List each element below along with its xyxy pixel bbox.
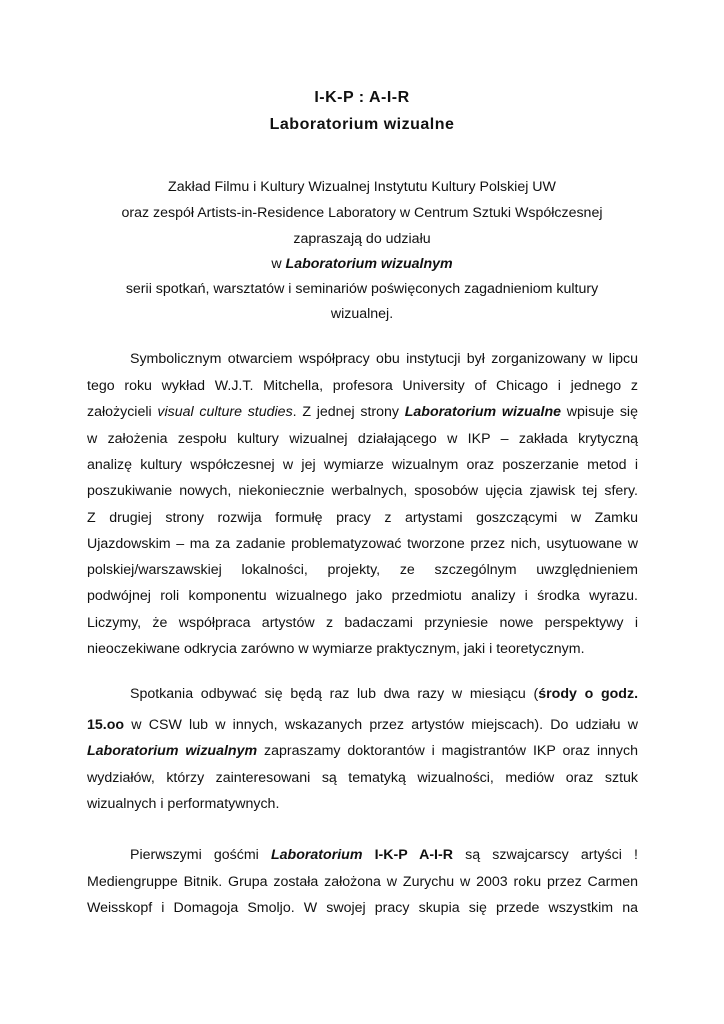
intro-line: oraz zespół Artists-in-Residence Laboratory w Centrum Sztuki Współczesnej [121,205,603,221]
bold-date: środy o godz. [538,686,639,702]
text-span: są szwajcarscy artyści ! [452,847,638,863]
paragraph2-line: wydziałów, którzy zainteresowani są tematyką wizualności, mediów oraz sztuk [87,770,638,786]
bold-time: 15.oo [87,717,125,733]
paragraph3-line [130,847,638,863]
emphasis-term: Laboratorium [271,847,363,863]
text-span: . Z jednej strony [292,404,405,420]
paragraph2-line [87,717,638,733]
intro-line: zapraszają do udziału [293,231,431,247]
paragraph1-line: poszukiwanie nowych, niekoniecznie werbalnych, sposobów ujęcia zjawisk tej sfery. [87,483,638,499]
text-span: zapraszamy doktorantów i magistrantów IKP oraz innych [257,743,638,759]
paragraph2-line: wizualnych i performatywnych. [87,796,280,812]
emphasis-term: Laboratorium wizualne [404,404,562,420]
text-span: Spotkania odbywać się będą raz lub dwa razy w miesiącu ( [130,686,539,702]
italic-term: visual culture studies [157,404,293,420]
paragraph1-line: tego roku wykład W.J.T. Mitchella, profesora University of Chicago i jednego z [87,378,638,394]
paragraph1-line: Z drugiej strony rozwija formułę pracy z artystami goszczącymi w Zamku [87,510,638,526]
paragraph1-line: polskiej/warszawskiej lokalności, projekty, ze szczególnym uwzględnieniem [87,562,638,578]
paragraph1-line: Symbolicznym otwarciem współpracy obu instytucji był zorganizowany w lipcu [130,351,638,367]
intro-text: w [271,256,286,272]
intro-line: wizualnej. [330,306,394,322]
intro-line: Zakład Filmu i Kultury Wizualnej Instytutu Kultury Polskiej UW [168,179,556,195]
document-subtitle: Laboratorium wizualne [269,116,455,133]
paragraph1-line: nieoczekiwane odkrycia zarówno w wymiarze praktycznym, jaki i teoretycznym. [87,641,585,657]
intro-line [90,256,634,272]
bold-acronym: I-K-P A-I-R [362,847,453,863]
text-span: założycieli [87,404,158,420]
paragraph2-line [87,743,638,759]
intro-line: serii spotkań, warsztatów i seminariów poświęconych zagadnieniom kultury [125,281,599,297]
text-span: wpisuje się [561,404,638,420]
paragraph1-line: podwójnej roli komponentu wizualnego jako przedmiotu analizy i środka wyrazu. [87,588,638,604]
text-span: Pierwszymi gośćmi [130,847,271,863]
paragraph1-line: Ujazdowskim – ma za zadanie problematyzować tworzone przez nich, usytuowane w [87,536,638,552]
paragraph2-line [130,686,638,702]
paragraph1-line [87,404,638,420]
paragraph1-line: analizę kultury współczesnej w jej wymiarze wizualnym oraz poszerzanie metod i [87,457,638,473]
paragraph1-line: Liczymy, że współpraca artystów z badaczami przyniesie nowe perspektywy i [87,615,638,631]
paragraph3-line: Weisskopf i Domagoja Smoljo. W swojej pracy skupia się przede wszystkim na [87,900,638,916]
document-title: I-K-P : A-I-R [314,89,410,106]
intro-emphasis: Laboratorium wizualnym [285,256,453,272]
paragraph1-line: w założenia zespołu kultury wizualnej działającego w IKP – zakłada krytyczną [87,431,638,447]
paragraph3-line: Mediengruppe Bitnik. Grupa została założona w Zurychu w 2003 roku przez Carmen [87,874,638,890]
text-span: w CSW lub w innych, wskazanych przez artystów miejscach). Do udziału w [124,717,638,733]
emphasis-term: Laboratorium wizualnym [87,743,258,759]
